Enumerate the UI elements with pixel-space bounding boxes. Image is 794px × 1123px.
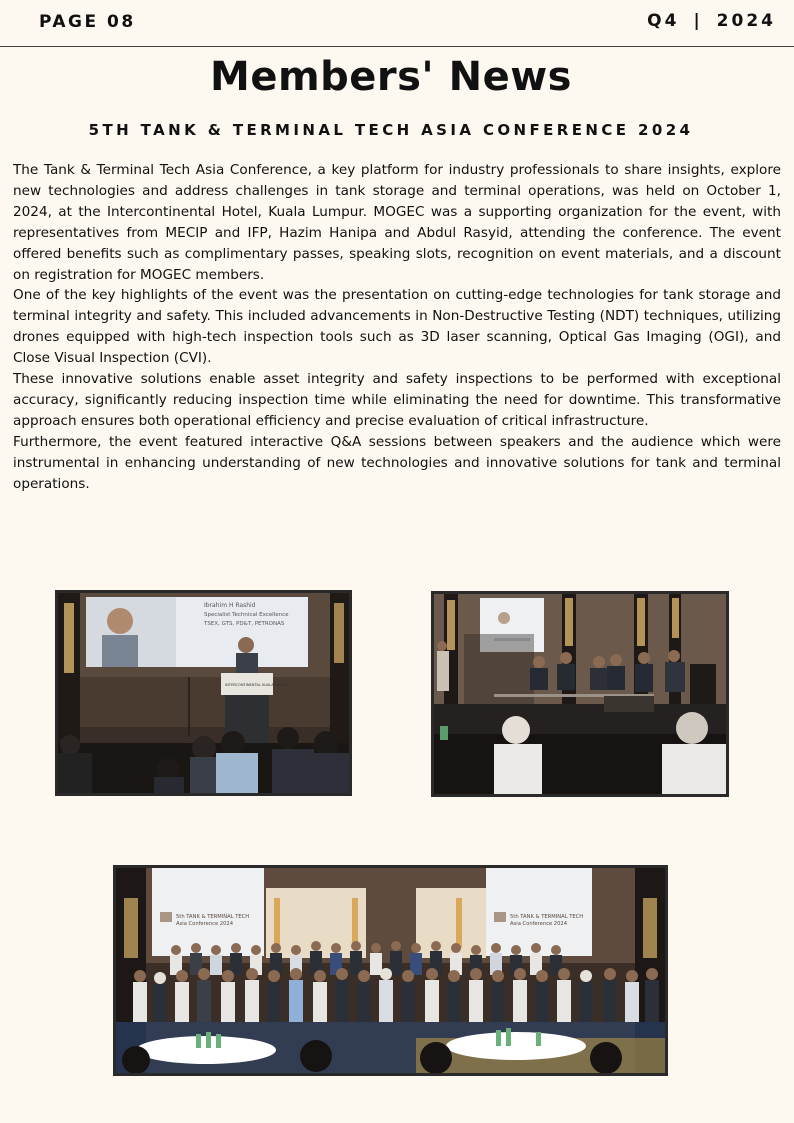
article-paragraph: One of the key highlights of the event was the presentation on cutting-edge technologies for tank storage and terminal integrity and safety. This included advancements in Non-Destructive Testing (NDT) techniques, utilizing drones equipped with high-tech inspection tools such as 3D laser scanning, Optical Gas Imaging (OGI), and Close Visual Inspection (CVI). [13,287,781,367]
podium-sign-text: INTERCONTINENTAL KUALA LUMPUR [225,683,290,687]
issue-quarter: Q4 [647,11,680,31]
article-paragraph: These innovative solutions enable asset integrity and safety inspections to be performed with exceptional accuracy, significantly reducing inspection time while eliminating the need for downtime. This transformative approach ensures both operational efficiency and precise evaluation of critical infrastructure. [13,371,781,429]
issue-separator: | [693,11,703,31]
article-body [13,160,781,495]
photo-group [113,865,668,1076]
photo-panel-discussion [431,591,729,797]
photo-speaker-podium [55,590,352,796]
screen-left-line2: Asia Conference 2024 [176,921,234,927]
screen-right-line2: Asia Conference 2024 [510,921,568,927]
issue-label [647,11,776,31]
article-headline: 5TH TANK & TERMINAL TECH ASIA CONFERENCE 2024 [88,121,694,139]
slide-speaker-role: Specialist Technical Excellence [204,612,289,618]
page-number: PAGE 08 [39,12,136,32]
page-header [0,0,794,47]
issue-year: 2024 [716,11,776,31]
screen-left-line1: 5th TANK & TERMINAL TECH [176,914,250,920]
article-paragraph: Furthermore, the event featured interactive Q&A sessions between speakers and the audience which were instrumental in enhancing understanding of new technologies and innovative solutions for tank and terminal operations. [13,433,781,492]
section-title: Members' News [210,54,572,100]
slide-speaker-org: TSEX, GTS, PD&T, PETRONAS [204,621,285,627]
screen-right-line1: 5th TANK & TERMINAL TECH [510,914,584,920]
slide-speaker-name: Ibrahim H Rashid [204,602,256,609]
article-paragraph: The Tank & Terminal Tech Asia Conference, a key platform for industry professionals to share insights, explore new technologies and address challenges in tank storage and terminal operations, was held on October 1, 2024, at the Intercontinental Hotel, Kuala Lumpur. MOGEC was a supporting organization for the event, with representatives from MECIP and IFP, Hazim Hanipa and Abdul Rasyid, attending the conference. The event offered benefits such as complimentary passes, speaking slots, recognition on event materials, and a discount on registration for MOGEC members. [13,162,781,283]
